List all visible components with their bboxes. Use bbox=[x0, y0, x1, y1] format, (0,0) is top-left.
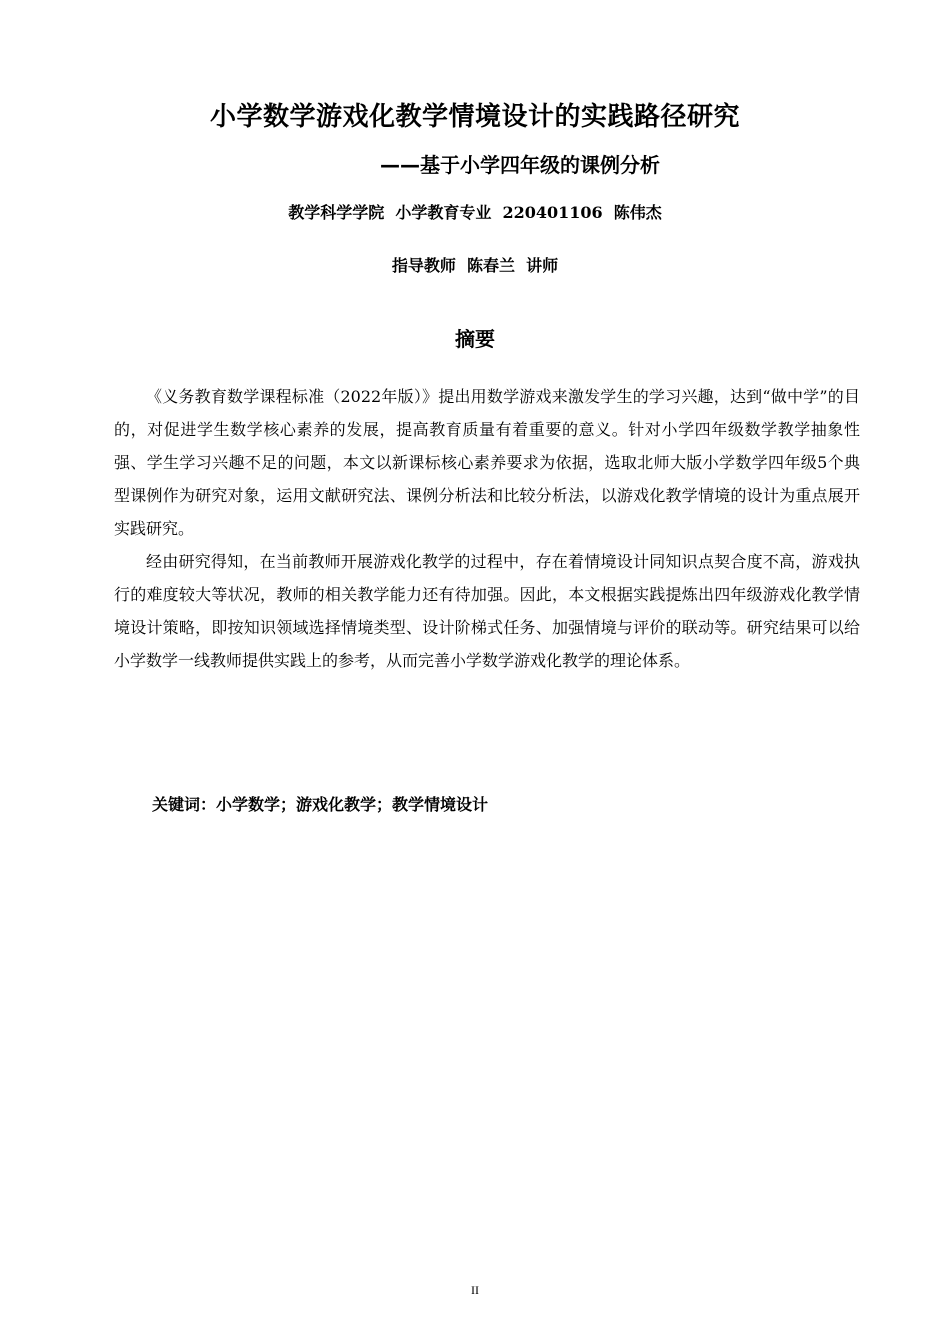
document-title: 小学数学游戏化教学情境设计的实践路径研究 bbox=[209, 102, 740, 132]
abstract-heading: 摘要 bbox=[455, 327, 495, 351]
keywords: 关键词：小学数学；游戏化教学；教学情境设计 bbox=[152, 795, 489, 814]
advisor-info: 指导教师 陈春兰 讲师 bbox=[391, 256, 559, 275]
page-number: II bbox=[471, 1283, 479, 1297]
abstract-paragraph: 经由研究得知，在当前教师开展游戏化教学的过程中，存在着情境设计同知识点契合度不高，游戏执行的难度较大等状况，教师的相关教学能力还有待加强。因此，本文根据实践提炼出四年级游戏化教学情境设计策略，即按知识领域选择情境类型、设计阶梯式任务、加强情境与评价的联动等。研究结果可以给小学数学一线教师提供实践上的参考，从而完善小学数学游戏化教学的理论体系。 bbox=[114, 552, 860, 670]
document-subtitle: ——基于小学四年级的课例分析 bbox=[380, 153, 660, 177]
author-info: 教学科学学院 小学教育专业 220401106 陈伟杰 bbox=[288, 203, 662, 222]
abstract-paragraph: 《义务教育数学课程标准（2022年版）》提出用数学游戏来激发学生的学习兴趣，达到“做中学”的目的，对促进学生数学核心素养的发展，提高教育质量有着重要的意义。针对小学四年级数学教学抽象性强、学生学习兴趣不足的问题，本文以新课标核心素养要求为依据，选取北师大版小学数学四年级5个典型课例作为研究对象，运用文献研究法、课例分析法和比较分析法，以游戏化教学情境的设计为重点展开实践研究。 bbox=[114, 387, 860, 538]
abstract-body bbox=[114, 380, 860, 677]
